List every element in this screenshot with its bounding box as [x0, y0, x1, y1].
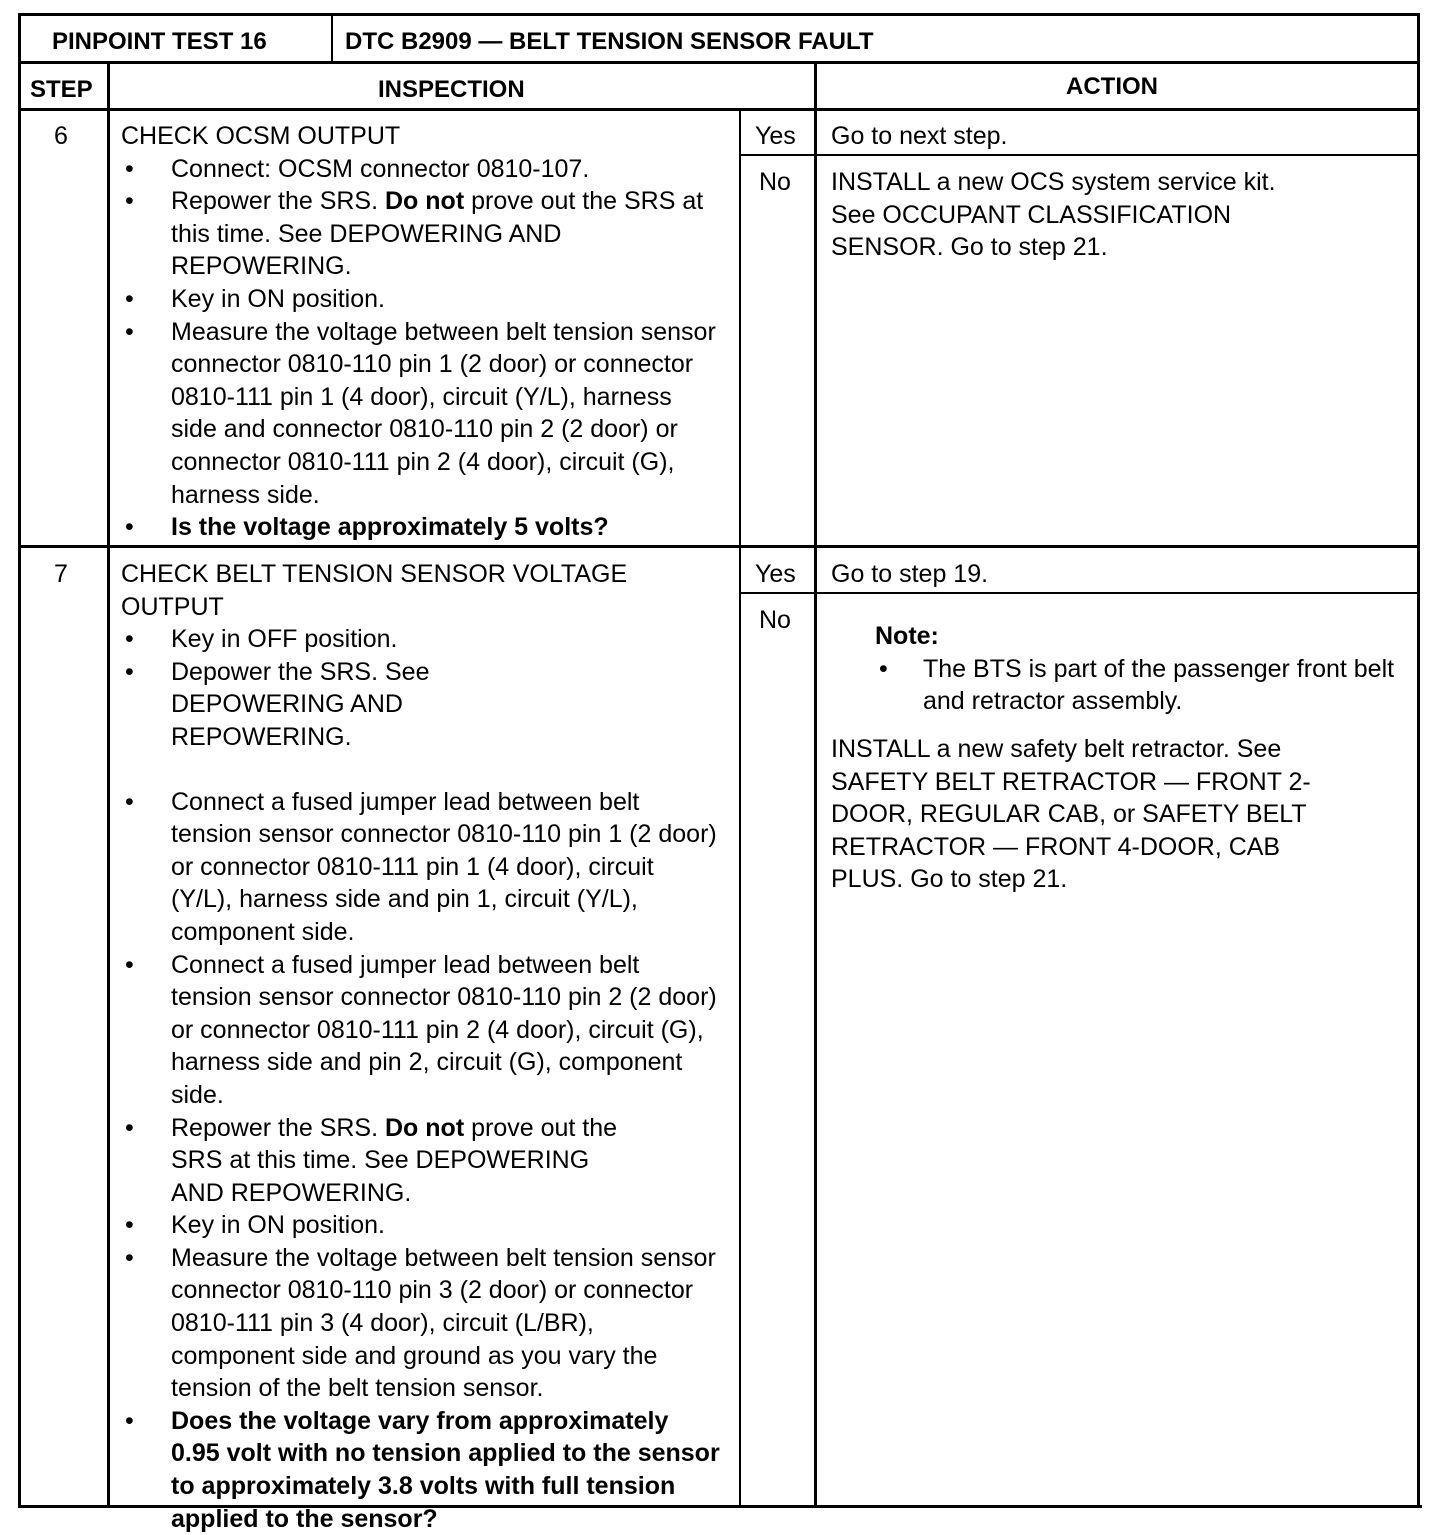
column-header-bottom-rule [18, 108, 1420, 111]
bullet-item: • Connect a fused jumper lead between belt tension sensor connector 0810-110 pin 2 (2 door) or connector 0810-111 pin 2 (4 door), circuit (G), harness side and pin 2, circuit (G), component side. [121, 949, 721, 1112]
inspection-bullet-list [121, 153, 719, 544]
note-title: Note: [875, 622, 939, 650]
step-title: CHECK BELT TENSION SENSOR VOLTAGE OUTPUT [121, 560, 628, 621]
yes-action: Go to step 19. [831, 560, 989, 588]
table-border-left [18, 13, 21, 1508]
yes-label: Yes [755, 122, 796, 150]
bullet-item: • Depower the SRS. See DEPOWERING AND REPOWERING. [121, 656, 721, 754]
column-header-inspection: INSPECTION [378, 76, 525, 103]
no-action: INSTALL a new OCS system service kit. See OCCUPANT CLASSIFICATION SENSOR. Go to step 21. [831, 168, 1276, 262]
bullet-item: • Measure the voltage between belt tension sensor connector 0810-110 pin 3 (2 door) or connector 0810-111 pin 3 (4 door), circuit (L/BR), component side and ground as you vary the tension of the belt tension sensor. [121, 1242, 721, 1405]
note-bullet-list [875, 653, 1410, 718]
no-label: No [759, 606, 791, 634]
header-divider [331, 13, 333, 63]
inspection-bullet-list [121, 623, 721, 1535]
pinpoint-test-label: PINPOINT TEST 16 [52, 28, 267, 55]
bullet-item-question: • Is the voltage approximately 5 volts? [121, 511, 719, 544]
inspection-cell [121, 558, 721, 1535]
no-action: INSTALL a new safety belt retractor. See SAFETY BELT RETRACTOR — FRONT 2-DOOR, REGULAR CAB, or SAFETY BELT RETRACTOR — FRONT 4-DOOR, CAB PLUS. Go to step 21. [831, 735, 1311, 894]
step7-yes-rule [739, 592, 1420, 594]
step-separator [18, 545, 1420, 548]
table-border-right [1417, 13, 1420, 1508]
bullet-item: • Connect a fused jumper lead between belt tension sensor connector 0810-110 pin 1 (2 door) or connector 0810-111 pin 1 (4 door), circuit (Y/L), harness side and pin 1, circuit (Y/L), component side. [121, 786, 721, 949]
yes-label: Yes [755, 560, 796, 588]
note-bullet: • The BTS is part of the passenger front belt and retractor assembly. [875, 653, 1410, 718]
inspection-yesno-rule [739, 108, 741, 1508]
note-block [875, 620, 1410, 718]
no-label: No [759, 168, 791, 196]
bullet-item: • Connect: OCSM connector 0810-107. [121, 153, 719, 186]
yes-action: Go to next step. [831, 122, 1008, 150]
bullet-item: • Key in ON position. [121, 283, 719, 316]
step6-yes-rule [739, 154, 1420, 156]
column-header-step: STEP [30, 76, 93, 103]
step-column-rule [107, 61, 110, 1508]
step-title: CHECK OCSM OUTPUT [121, 122, 401, 150]
bullet-item: • Repower the SRS. Do not prove out the SRS at this time. See DEPOWERING AND REPOWERING. [121, 185, 719, 283]
column-header-action: ACTION [1066, 73, 1158, 100]
bullet-item: • Key in ON position. [121, 1209, 721, 1242]
dtc-title: DTC B2909 — BELT TENSION SENSOR FAULT [345, 28, 874, 55]
inspection-cell [121, 120, 719, 544]
inspection-action-rule [814, 61, 817, 1508]
step-number: 7 [54, 560, 68, 588]
table-border-top [18, 13, 1420, 16]
bullet-item: • Measure the voltage between belt tension sensor connector 0810-110 pin 1 (2 door) or connector 0810-111 pin 1 (4 door), circuit (Y/L), harness side and connector 0810-110 pin 2 (2 door) or connector 0810-111 pin 2 (4 door), circuit (G), harness side. [121, 316, 719, 512]
bullet-item: • Key in OFF position. [121, 623, 721, 656]
bullet-item-question: • Does the voltage vary from approximately 0.95 volt with no tension applied to the sensor to approximately 3.8 volts with full tension applied to the sensor? [121, 1405, 721, 1535]
step-number: 6 [54, 122, 68, 150]
bullet-item: • Repower the SRS. Do not prove out the SRS at this time. See DEPOWERING AND REPOWERING. [121, 1112, 721, 1210]
header-bottom-rule [18, 61, 1420, 64]
